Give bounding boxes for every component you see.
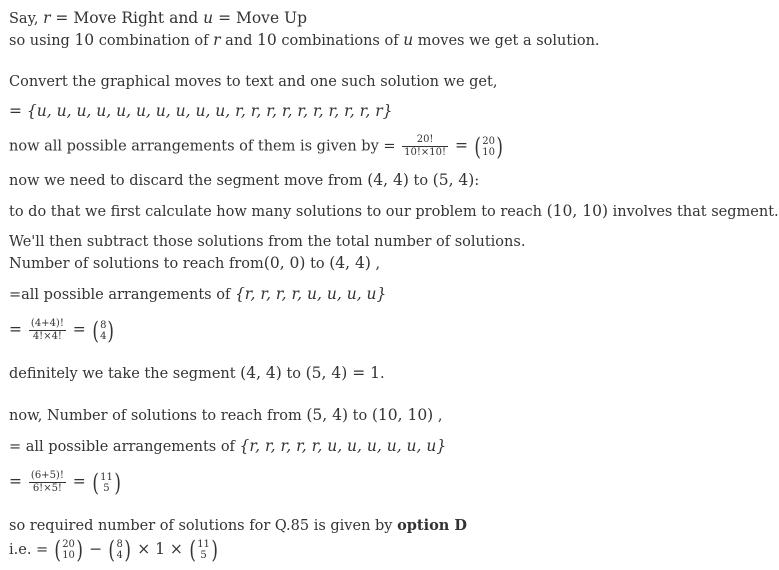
line-solution-set: = {u, u, u, u, u, u, u, u, u, u, r, r, r, r, r, r, r, r, r, r} — [9, 102, 393, 120]
text: =all possible arrangements of — [9, 287, 235, 303]
math-var: r — [43, 9, 51, 27]
text: involves that segment. — [608, 204, 779, 220]
line-convert: Convert the graphical moves to text and one such solution we get, — [9, 74, 498, 90]
math-point: (10, 10) — [371, 406, 434, 424]
binom-top: 8 — [100, 319, 107, 331]
binom-top: 11 — [100, 471, 113, 483]
text: now we need to discard the segment move from — [9, 173, 368, 189]
fraction-denominator: 6!×5! — [29, 482, 66, 495]
text: = all possible arrangements of — [9, 439, 240, 455]
math-var: u — [203, 9, 214, 27]
binomial: ( 8 4 ) — [92, 316, 115, 345]
line-arrangements-8 — [9, 284, 386, 305]
text: . — [380, 366, 385, 382]
binom-bottom: 5 — [200, 550, 207, 561]
math-point: (10, 10) — [546, 202, 609, 220]
binomial: ( 11 5 ) — [189, 536, 218, 564]
text: = — [9, 320, 27, 339]
text: , — [433, 408, 443, 424]
text: moves we get a solution. — [413, 33, 600, 49]
line-subtract: We'll then subtract those solutions from the total number of solutions. — [9, 234, 526, 250]
binom-top: 11 — [197, 539, 210, 550]
math-var: r — [213, 31, 221, 49]
line-frac-8 — [9, 318, 116, 343]
text: Number of solutions to reach from — [9, 256, 264, 272]
binomial: ( 8 4 ) — [108, 536, 131, 564]
binom-top: 8 — [116, 539, 123, 550]
text: × 1 × — [132, 540, 188, 558]
text: now, Number of solutions to reach from — [9, 408, 307, 424]
text: definitely we take the segment — [9, 366, 241, 382]
text: combination of — [94, 33, 214, 49]
math-num: 10 — [257, 31, 277, 49]
line-discard — [9, 170, 479, 191]
line-segment — [9, 363, 385, 384]
text: to — [348, 408, 372, 424]
text: so required number of solutions for Q.85 is given by — [9, 518, 398, 534]
math-point: (5, 4) — [306, 406, 349, 424]
math-num: 10 — [74, 31, 95, 49]
math-point: (4, 4) — [240, 364, 282, 382]
math-point: (0, 0) — [263, 254, 306, 272]
binomial: ( 20 10 ) — [54, 536, 83, 564]
math-point: (4, 4) — [367, 171, 409, 189]
binom-bottom: 5 — [103, 482, 110, 494]
text: = — [67, 472, 91, 491]
binom-top: 20 — [62, 539, 75, 550]
line-conclusion — [9, 516, 467, 536]
text: , — [370, 256, 381, 272]
text: − — [84, 540, 108, 558]
fraction-denominator: 4!×4! — [29, 330, 66, 343]
text: to — [281, 366, 306, 382]
line-solutions-5-10 — [9, 405, 442, 426]
math-point: (5, 4) — [432, 171, 475, 189]
binom-bottom: 4 — [100, 330, 107, 342]
text: = Move Right and — [50, 9, 204, 27]
line-arrangements — [9, 134, 504, 159]
text: Say, — [9, 11, 39, 27]
text: = — [9, 472, 27, 491]
fraction-numerator: (4+4)! — [30, 318, 64, 329]
binomial: ( 11 5 ) — [92, 468, 121, 497]
binom-bottom: 10 — [482, 146, 495, 158]
math-point: (4, 4) — [329, 254, 371, 272]
fraction-denominator: 10!×10! — [404, 147, 447, 158]
text: : — [474, 173, 480, 189]
math-set: {r, r, r, r, u, u, u, u} — [234, 285, 387, 303]
binomial: ( 20 10 ) — [474, 132, 503, 161]
binom-bottom: 4 — [116, 550, 123, 561]
text: so using — [9, 33, 75, 49]
math-set: {r, r, r, r, r, u, u, u, u, u, u} — [239, 437, 447, 455]
fraction-numerator: (6+5)! — [30, 470, 64, 481]
fraction — [29, 318, 66, 343]
line-combinations — [9, 30, 600, 51]
line-solutions-0-4 — [9, 253, 380, 274]
line-calculate — [9, 201, 779, 222]
fraction — [29, 470, 66, 495]
line-arrangements-11 — [9, 436, 446, 457]
text: combinations of — [276, 33, 404, 49]
text: to — [408, 173, 433, 189]
line-final-expression — [9, 538, 219, 562]
line-say — [9, 8, 307, 29]
answer-option: option D — [397, 517, 467, 534]
text: = — [450, 136, 473, 155]
line-frac-11 — [9, 470, 122, 495]
fraction-numerator: 20! — [416, 134, 434, 145]
math-var: u — [403, 31, 414, 49]
fraction — [402, 134, 448, 159]
binom-bottom: 10 — [62, 550, 75, 561]
text: to do that we first calculate how many solutions to our problem to reach — [9, 204, 547, 220]
text: to — [305, 256, 330, 272]
text: = Move Up — [213, 9, 308, 27]
text: now all possible arrangements of them is given by = — [9, 138, 401, 155]
text: = — [67, 320, 91, 339]
text: and — [220, 33, 258, 49]
binom-top: 20 — [482, 135, 495, 147]
math-point: (5, 4) = 1 — [305, 364, 380, 382]
text: i.e. = — [9, 542, 53, 558]
